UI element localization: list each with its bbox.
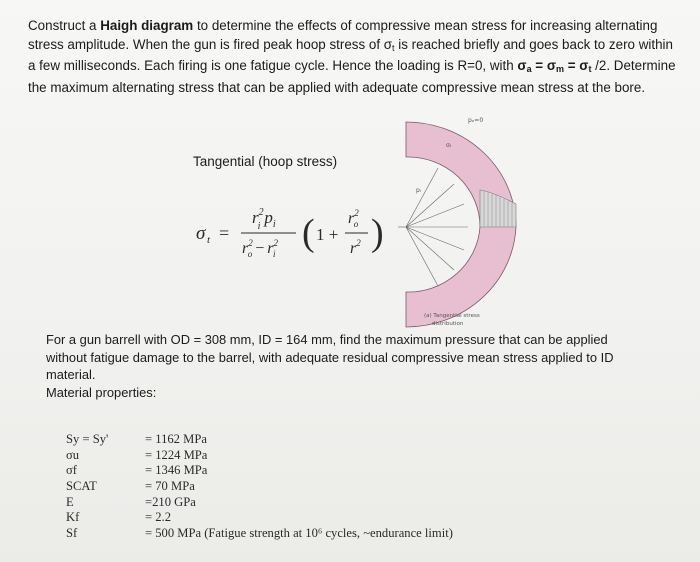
pressure-arrows — [406, 168, 468, 286]
caption-line1: (a) Tangential stress — [424, 313, 480, 319]
property-symbol: Kf — [66, 510, 80, 525]
subscript: t — [588, 64, 592, 75]
property-value: = 1346 MPa — [145, 463, 208, 478]
property-symbol: σu — [66, 447, 80, 462]
paren-right: ) — [371, 212, 384, 254]
tangential-stress-diagram — [398, 112, 528, 330]
property-symbol: Sy = Sy' — [66, 432, 109, 446]
property-symbol: E — [66, 494, 74, 509]
property-value: = 70 MPa — [145, 479, 195, 494]
property-symbol: σf — [66, 463, 77, 478]
pi-label: pᵢ — [416, 187, 421, 194]
po-label: pₒ=0 — [468, 117, 484, 124]
material-properties-heading: Material properties: — [46, 384, 157, 400]
formula-inner-denominator: $r^2$ — [350, 238, 361, 257]
gun-barrel-problem — [46, 331, 656, 401]
intro-text: to determine the effects of compressive mean stress for increasing alternating stress amplitude. When the gun is fired peak hoop stress of σ — [28, 18, 658, 52]
formula-eq: = — [219, 223, 230, 243]
formula-numerator: $r^2$ i $p_i$ — [252, 207, 276, 232]
sigma-a: σ — [517, 58, 527, 74]
property-value: = 1162 MPa — [145, 432, 207, 446]
sigma-label: σₜ — [446, 142, 452, 149]
problem-line: For a gun barrell with OD = 308 mm, ID = 164 mm, find the maximum pressure that can be applied — [46, 332, 608, 347]
problem-line: without fatigue damage to the barrel, with adequate residual compressive mean stress applied to ID — [46, 349, 614, 365]
paren-left: ( — [302, 212, 315, 254]
intro-text: = σ — [564, 58, 589, 74]
subscript: t — [392, 42, 395, 53]
property-symbol: SCAT — [66, 479, 97, 494]
property-value: = 1224 MPa — [145, 447, 208, 462]
property-value: = 2.2 — [145, 510, 171, 525]
subscript: m — [556, 64, 565, 75]
formula-denominator: $r^2$ $o - r^2$ i — [242, 238, 278, 259]
problem-statement — [28, 17, 678, 97]
formula-inner-numerator: $r^2$ o — [348, 208, 359, 229]
formula-lhs-sub: t — [207, 234, 211, 246]
property-value: =210 GPa — [145, 494, 196, 509]
intro-text: Construct a — [28, 18, 101, 33]
formula-label: Tangential (hoop stress) — [193, 154, 338, 169]
intro-text: /2. Determine the maximum alternating stress that can be applied with adequate compressive mean stress at the bore. — [28, 58, 676, 95]
formula-one-plus: 1 + — [316, 225, 339, 244]
haigh-diagram-term: Haigh diagram — [100, 18, 194, 33]
caption-line2: distribution — [432, 321, 464, 327]
hoop-stress-formula — [196, 190, 406, 270]
sigma-m: σ — [546, 58, 557, 74]
subscript: a — [526, 64, 532, 75]
property-symbol: Sf — [66, 526, 78, 541]
problem-line: material. — [46, 367, 96, 382]
intro-text: = — [531, 58, 547, 74]
formula-lhs: σ — [196, 223, 206, 244]
property-value: = 500 MPa (Fatigue strength at 10⁶ cycles, ~endurance limit) — [145, 526, 453, 541]
intro-text: is reached briefly and goes back to zero within a few milliseconds. Each firing is one fatigue cycle. Hence the loading is R=0, with — [28, 36, 673, 74]
